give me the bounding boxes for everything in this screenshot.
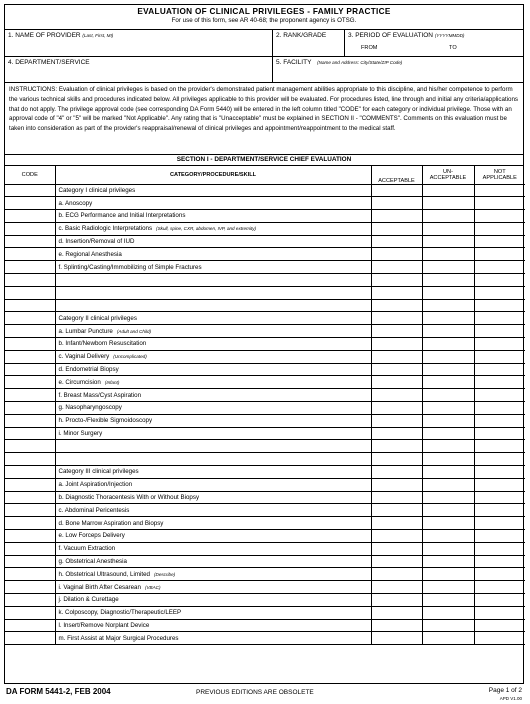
not-applicable-cell[interactable] bbox=[474, 274, 525, 287]
not-applicable-cell[interactable] bbox=[474, 504, 525, 517]
procedure-cell bbox=[55, 491, 371, 504]
page-number: Page 1 of 2 bbox=[488, 687, 522, 694]
unacceptable-cell[interactable] bbox=[422, 466, 474, 479]
not-applicable-cell[interactable] bbox=[474, 325, 525, 338]
procedure-label: k. Colposcopy, Diagnostic/Therapeutic/LEEP bbox=[58, 609, 182, 617]
acceptable-cell[interactable] bbox=[371, 210, 422, 223]
procedure-label: g. Nasopharyngoscopy bbox=[58, 404, 122, 412]
procedure-cell bbox=[55, 363, 371, 376]
code-cell[interactable] bbox=[5, 606, 55, 619]
not-applicable-cell[interactable] bbox=[474, 466, 525, 479]
acceptable-cell[interactable] bbox=[371, 312, 422, 325]
procedure-label: Category I clinical privileges bbox=[58, 186, 136, 194]
unacceptable-cell[interactable] bbox=[422, 350, 474, 363]
table-row bbox=[5, 453, 525, 466]
unacceptable-cell[interactable] bbox=[422, 389, 474, 402]
period-hint: (YYYYMMDD) bbox=[434, 33, 465, 38]
not-applicable-header: NOT APPLICABLE bbox=[474, 166, 525, 184]
procedure-label: g. Obstetrical Anesthesia bbox=[58, 558, 127, 565]
code-cell[interactable] bbox=[5, 184, 55, 197]
procedure-label: f. Breast Mass/Cyst Aspiration bbox=[58, 391, 142, 399]
code-header: CODE bbox=[5, 166, 55, 184]
acceptable-header: ACCEPTABLE bbox=[371, 166, 422, 184]
acceptable-cell[interactable] bbox=[371, 338, 422, 351]
code-cell[interactable] bbox=[5, 312, 55, 325]
acceptable-cell[interactable] bbox=[371, 478, 422, 491]
acceptable-cell[interactable] bbox=[371, 568, 422, 581]
acceptable-cell[interactable] bbox=[371, 594, 422, 607]
code-cell[interactable] bbox=[5, 414, 55, 427]
procedure-note: (Infant) bbox=[104, 379, 120, 385]
procedure-cell bbox=[55, 555, 371, 568]
procedure-cell bbox=[55, 286, 371, 299]
not-applicable-cell[interactable] bbox=[474, 440, 525, 453]
code-cell[interactable] bbox=[5, 542, 55, 555]
table-row bbox=[5, 235, 525, 248]
table-row bbox=[5, 363, 525, 376]
procedure-label: e. Regional Anesthesia bbox=[58, 250, 122, 258]
procedure-label: d. Bone Marrow Aspiration and Biopsy bbox=[58, 519, 164, 527]
header-row-2 bbox=[5, 57, 523, 83]
procedure-note: (Uncomplicated) bbox=[113, 354, 147, 360]
procedure-cell bbox=[55, 440, 371, 453]
code-cell[interactable] bbox=[5, 389, 55, 402]
not-applicable-cell[interactable] bbox=[474, 222, 525, 235]
unacceptable-cell[interactable] bbox=[422, 594, 474, 607]
unacceptable-cell[interactable] bbox=[422, 402, 474, 415]
unacceptable-cell[interactable] bbox=[422, 312, 474, 325]
not-applicable-cell[interactable] bbox=[474, 338, 525, 351]
table-row bbox=[5, 286, 525, 299]
procedure-label: h. Procto-/Flexible Sigmoidoscopy bbox=[58, 417, 153, 425]
procedure-cell bbox=[55, 248, 371, 261]
not-applicable-cell[interactable] bbox=[474, 350, 525, 363]
table-row bbox=[5, 402, 525, 415]
code-cell[interactable] bbox=[5, 338, 55, 351]
unacceptable-cell[interactable] bbox=[422, 197, 474, 210]
procedure-label: j. Dilation & Curettage bbox=[58, 596, 119, 604]
code-cell[interactable] bbox=[5, 453, 55, 466]
code-cell[interactable] bbox=[5, 581, 55, 594]
unacceptable-cell[interactable] bbox=[422, 222, 474, 235]
not-applicable-cell[interactable] bbox=[474, 184, 525, 197]
not-applicable-cell[interactable] bbox=[474, 530, 525, 543]
acceptable-cell[interactable] bbox=[371, 427, 422, 440]
category-header: CATEGORY/PROCEDURE/SKILL bbox=[55, 166, 371, 184]
acceptable-cell[interactable] bbox=[371, 184, 422, 197]
not-applicable-cell[interactable] bbox=[474, 376, 525, 389]
acceptable-cell[interactable] bbox=[371, 606, 422, 619]
provider-name-hint: (Last, First, MI) bbox=[82, 33, 114, 38]
unacceptable-cell[interactable] bbox=[422, 261, 474, 274]
not-applicable-cell[interactable] bbox=[474, 542, 525, 555]
procedure-label: h. Obstetrical Ultrasound, Limited bbox=[58, 570, 150, 578]
form-footer bbox=[6, 686, 524, 704]
table-row bbox=[5, 478, 525, 491]
acceptable-cell[interactable] bbox=[371, 197, 422, 210]
table-row bbox=[5, 210, 525, 223]
unacceptable-cell[interactable] bbox=[422, 363, 474, 376]
unacceptable-cell[interactable] bbox=[422, 414, 474, 427]
unacceptable-cell[interactable] bbox=[422, 376, 474, 389]
unacceptable-cell[interactable] bbox=[422, 184, 474, 197]
acceptable-cell[interactable] bbox=[371, 619, 422, 632]
procedure-label: e. Circumcision bbox=[58, 378, 101, 386]
not-applicable-cell[interactable] bbox=[474, 389, 525, 402]
procedure-label: d. Endometrial Biopsy bbox=[58, 366, 119, 374]
procedure-cell bbox=[55, 619, 371, 632]
table-body bbox=[5, 184, 525, 645]
table-row bbox=[5, 261, 525, 274]
procedure-cell bbox=[55, 581, 371, 594]
header-row-1 bbox=[5, 30, 523, 57]
table-row bbox=[5, 568, 525, 581]
facility-field[interactable] bbox=[273, 57, 523, 82]
procedure-label: Category II clinical privileges bbox=[58, 314, 137, 322]
code-cell[interactable] bbox=[5, 478, 55, 491]
not-applicable-cell[interactable] bbox=[474, 299, 525, 312]
acceptable-cell[interactable] bbox=[371, 504, 422, 517]
procedure-note: (Adult and Child) bbox=[116, 328, 152, 334]
rank-grade-field[interactable] bbox=[273, 30, 345, 56]
unacceptable-cell[interactable] bbox=[422, 478, 474, 491]
not-applicable-cell[interactable] bbox=[474, 555, 525, 568]
code-cell[interactable] bbox=[5, 427, 55, 440]
not-applicable-cell[interactable] bbox=[474, 453, 525, 466]
table-row bbox=[5, 581, 525, 594]
procedure-cell bbox=[55, 210, 371, 223]
acceptable-cell[interactable] bbox=[371, 350, 422, 363]
period-label: 3. PERIOD OF EVALUATION bbox=[348, 32, 433, 39]
unacceptable-cell[interactable] bbox=[422, 440, 474, 453]
procedure-label: b. ECG Performance and Initial Interpretations bbox=[58, 212, 186, 220]
acceptable-cell[interactable] bbox=[371, 235, 422, 248]
procedure-label: f. Vacuum Extraction bbox=[58, 545, 116, 553]
table-row bbox=[5, 312, 525, 325]
form-id: DA FORM 5441-2, FEB 2004 bbox=[6, 687, 111, 696]
acceptable-cell[interactable] bbox=[371, 581, 422, 594]
unacceptable-cell[interactable] bbox=[422, 542, 474, 555]
procedure-label: e. Low Forceps Delivery bbox=[58, 532, 125, 540]
code-cell[interactable] bbox=[5, 222, 55, 235]
not-applicable-cell[interactable] bbox=[474, 197, 525, 210]
procedure-label: i. Vaginal Birth After Cesarean bbox=[58, 583, 141, 591]
not-applicable-cell[interactable] bbox=[474, 619, 525, 632]
not-applicable-cell[interactable] bbox=[474, 517, 525, 530]
code-cell[interactable] bbox=[5, 555, 55, 568]
code-cell[interactable] bbox=[5, 210, 55, 223]
table-row bbox=[5, 350, 525, 363]
unacceptable-cell[interactable] bbox=[422, 427, 474, 440]
unacceptable-cell[interactable] bbox=[422, 453, 474, 466]
acceptable-cell[interactable] bbox=[371, 248, 422, 261]
acceptable-cell[interactable] bbox=[371, 363, 422, 376]
procedure-cell bbox=[55, 568, 371, 581]
unacceptable-cell[interactable] bbox=[422, 530, 474, 543]
procedure-cell bbox=[55, 427, 371, 440]
facility-label: 5. FACILITY bbox=[276, 59, 312, 66]
procedure-cell bbox=[55, 517, 371, 530]
table-row bbox=[5, 632, 525, 645]
table-row bbox=[5, 389, 525, 402]
procedure-cell bbox=[55, 325, 371, 338]
table-row bbox=[5, 197, 525, 210]
procedure-cell bbox=[55, 478, 371, 491]
procedure-label: i. Minor Surgery bbox=[58, 430, 103, 438]
procedure-label: c. Basic Radiologic Interpretations bbox=[58, 225, 153, 233]
procedure-cell bbox=[55, 299, 371, 312]
acceptable-cell[interactable] bbox=[371, 299, 422, 312]
procedure-label: c. Vaginal Delivery bbox=[58, 353, 110, 361]
code-cell[interactable] bbox=[5, 568, 55, 581]
code-cell[interactable] bbox=[5, 274, 55, 287]
not-applicable-cell[interactable] bbox=[474, 478, 525, 491]
not-applicable-cell[interactable] bbox=[474, 402, 525, 415]
procedure-cell bbox=[55, 184, 371, 197]
acceptable-cell[interactable] bbox=[371, 491, 422, 504]
procedure-cell bbox=[55, 594, 371, 607]
not-applicable-cell[interactable] bbox=[474, 491, 525, 504]
procedure-cell bbox=[55, 414, 371, 427]
acceptable-cell[interactable] bbox=[371, 632, 422, 645]
code-cell[interactable] bbox=[5, 197, 55, 210]
acceptable-cell[interactable] bbox=[371, 286, 422, 299]
unacceptable-cell[interactable] bbox=[422, 210, 474, 223]
procedure-note: (VBAC) bbox=[144, 584, 161, 590]
apd-version: APD V1.00 bbox=[499, 696, 522, 701]
form-title: EVALUATION OF CLINICAL PRIVILEGES - FAMILY PRACTICE bbox=[137, 7, 391, 16]
table-row bbox=[5, 555, 525, 568]
unacceptable-cell[interactable] bbox=[422, 286, 474, 299]
provider-name-field[interactable] bbox=[5, 30, 273, 56]
procedure-label: b. Infant/Newborn Resuscitation bbox=[58, 340, 147, 348]
not-applicable-cell[interactable] bbox=[474, 312, 525, 325]
table-row bbox=[5, 542, 525, 555]
unacceptable-cell[interactable] bbox=[422, 581, 474, 594]
evaluation-form bbox=[4, 4, 524, 684]
procedure-cell bbox=[55, 453, 371, 466]
not-applicable-cell[interactable] bbox=[474, 632, 525, 645]
table-row bbox=[5, 248, 525, 261]
instructions-text: INSTRUCTIONS: Evaluation of clinical privileges is based on the provider's demonstrated patient management abilities appropriate to this discipline, and his/her competence to perform the various technical skills and procedures indicated below. All privileges applicable to this provider will be evaluated. For procedures listed, line through and initial any criteria/applications that do not apply. The privilege approval code (see corresponding DA Form 5440) will be entered in the left column titled "CODE" for each category or individual privilege. Those with an approval code of "4" or "5" will be marked "Not Applicable". Any rating that is "Unacceptable" must be explained in SECTION II - "COMMENTS". Comments on this evaluation must be taken into consideration as part of the provider's reappraisal/renewal of clinical privileges and appointment/reappointment to the medical staff. bbox=[5, 83, 523, 155]
unacceptable-cell[interactable] bbox=[422, 606, 474, 619]
procedure-cell bbox=[55, 504, 371, 517]
not-applicable-cell[interactable] bbox=[474, 594, 525, 607]
procedure-cell bbox=[55, 312, 371, 325]
procedure-label: a. Joint Aspiration/Injection bbox=[58, 481, 133, 489]
acceptable-cell[interactable] bbox=[371, 453, 422, 466]
table-row bbox=[5, 466, 525, 479]
code-cell[interactable] bbox=[5, 632, 55, 645]
table-row bbox=[5, 376, 525, 389]
table-row bbox=[5, 274, 525, 287]
table-row bbox=[5, 299, 525, 312]
code-cell[interactable] bbox=[5, 594, 55, 607]
procedure-label: a. Anoscopy bbox=[58, 199, 93, 207]
procedure-cell bbox=[55, 402, 371, 415]
table-row bbox=[5, 491, 525, 504]
code-cell[interactable] bbox=[5, 517, 55, 530]
department-label: 4. DEPARTMENT/SERVICE bbox=[8, 59, 90, 66]
table-row bbox=[5, 517, 525, 530]
unacceptable-cell[interactable] bbox=[422, 504, 474, 517]
table-row bbox=[5, 338, 525, 351]
acceptable-cell[interactable] bbox=[371, 440, 422, 453]
table-row bbox=[5, 427, 525, 440]
not-applicable-cell[interactable] bbox=[474, 235, 525, 248]
acceptable-cell[interactable] bbox=[371, 274, 422, 287]
unacceptable-cell[interactable] bbox=[422, 248, 474, 261]
not-applicable-cell[interactable] bbox=[474, 210, 525, 223]
code-cell[interactable] bbox=[5, 376, 55, 389]
code-cell[interactable] bbox=[5, 466, 55, 479]
acceptable-cell[interactable] bbox=[371, 466, 422, 479]
not-applicable-cell[interactable] bbox=[474, 606, 525, 619]
facility-hint: (Name and Address: City/State/ZIP Code) bbox=[317, 60, 403, 65]
procedure-note: (Skull, spine, CXR, abdomen, IVP, and extremity) bbox=[156, 226, 257, 232]
procedure-cell bbox=[55, 466, 371, 479]
code-cell[interactable] bbox=[5, 299, 55, 312]
procedure-cell bbox=[55, 530, 371, 543]
unacceptable-cell[interactable] bbox=[422, 338, 474, 351]
procedure-cell bbox=[55, 261, 371, 274]
code-cell[interactable] bbox=[5, 261, 55, 274]
rank-grade-label: 2. RANK/GRADE bbox=[276, 32, 327, 39]
not-applicable-cell[interactable] bbox=[474, 286, 525, 299]
provider-name-label: 1. NAME OF PROVIDER bbox=[8, 32, 81, 39]
period-field[interactable] bbox=[345, 30, 523, 56]
not-applicable-cell[interactable] bbox=[474, 414, 525, 427]
table-row bbox=[5, 414, 525, 427]
procedure-cell bbox=[55, 222, 371, 235]
procedure-cell bbox=[55, 542, 371, 555]
procedure-cell bbox=[55, 197, 371, 210]
procedure-cell bbox=[55, 606, 371, 619]
table-row bbox=[5, 222, 525, 235]
code-cell[interactable] bbox=[5, 235, 55, 248]
unacceptable-cell[interactable] bbox=[422, 517, 474, 530]
unacceptable-cell[interactable] bbox=[422, 274, 474, 287]
acceptable-cell[interactable] bbox=[371, 376, 422, 389]
procedure-label: Category III clinical privileges bbox=[58, 468, 139, 476]
procedure-cell bbox=[55, 632, 371, 645]
not-applicable-cell[interactable] bbox=[474, 427, 525, 440]
table-header-row bbox=[5, 166, 525, 184]
code-cell[interactable] bbox=[5, 402, 55, 415]
unacceptable-cell[interactable] bbox=[422, 299, 474, 312]
unacceptable-header: UN- ACCEPTABLE bbox=[422, 166, 474, 184]
table-row bbox=[5, 530, 525, 543]
code-cell[interactable] bbox=[5, 325, 55, 338]
code-cell[interactable] bbox=[5, 491, 55, 504]
not-applicable-cell[interactable] bbox=[474, 568, 525, 581]
acceptable-cell[interactable] bbox=[371, 530, 422, 543]
unacceptable-cell[interactable] bbox=[422, 555, 474, 568]
procedure-note: (Describe) bbox=[153, 571, 176, 577]
table-row bbox=[5, 184, 525, 197]
table-row bbox=[5, 325, 525, 338]
code-cell[interactable] bbox=[5, 363, 55, 376]
procedure-label: f. Splinting/Casting/Immobilizing of Simple Fractures bbox=[58, 263, 202, 271]
not-applicable-cell[interactable] bbox=[474, 363, 525, 376]
table-row bbox=[5, 504, 525, 517]
not-applicable-cell[interactable] bbox=[474, 261, 525, 274]
procedure-cell bbox=[55, 338, 371, 351]
code-cell[interactable] bbox=[5, 619, 55, 632]
acceptable-cell[interactable] bbox=[371, 517, 422, 530]
acceptable-cell[interactable] bbox=[371, 555, 422, 568]
form-title-block bbox=[5, 5, 523, 30]
table-row bbox=[5, 606, 525, 619]
unacceptable-cell[interactable] bbox=[422, 325, 474, 338]
code-cell[interactable] bbox=[5, 530, 55, 543]
code-cell[interactable] bbox=[5, 248, 55, 261]
procedure-cell bbox=[55, 389, 371, 402]
acceptable-cell[interactable] bbox=[371, 222, 422, 235]
not-applicable-cell[interactable] bbox=[474, 581, 525, 594]
privileges-table bbox=[5, 166, 525, 645]
procedure-label: d. Insertion/Removal of IUD bbox=[58, 238, 135, 246]
code-cell[interactable] bbox=[5, 440, 55, 453]
section-title: SECTION I - DEPARTMENT/SERVICE CHIEF EVALUATION bbox=[5, 155, 523, 166]
table-row bbox=[5, 594, 525, 607]
unacceptable-cell[interactable] bbox=[422, 619, 474, 632]
not-applicable-cell[interactable] bbox=[474, 248, 525, 261]
procedure-cell bbox=[55, 235, 371, 248]
acceptable-cell[interactable] bbox=[371, 389, 422, 402]
form-subtitle: For use of this form, see AR 40-68; the proponent agency is OTSG. bbox=[171, 17, 357, 24]
previous-editions-note: PREVIOUS EDITIONS ARE OBSOLETE bbox=[196, 689, 314, 696]
acceptable-cell[interactable] bbox=[371, 402, 422, 415]
procedure-label: b. Diagnostic Thoracentesis With or Without Biopsy bbox=[58, 494, 200, 502]
period-from-label: FROM bbox=[361, 45, 378, 51]
unacceptable-cell[interactable] bbox=[422, 568, 474, 581]
code-cell[interactable] bbox=[5, 286, 55, 299]
unacceptable-cell[interactable] bbox=[422, 235, 474, 248]
table-row bbox=[5, 440, 525, 453]
code-cell[interactable] bbox=[5, 350, 55, 363]
period-to-label: TO bbox=[449, 45, 457, 51]
procedure-label: m. First Assist at Major Surgical Procedures bbox=[58, 634, 179, 642]
code-cell[interactable] bbox=[5, 504, 55, 517]
procedure-label: a. Lumbar Puncture bbox=[58, 327, 113, 335]
acceptable-cell[interactable] bbox=[371, 414, 422, 427]
acceptable-cell[interactable] bbox=[371, 325, 422, 338]
acceptable-cell[interactable] bbox=[371, 261, 422, 274]
department-field[interactable] bbox=[5, 57, 273, 82]
procedure-cell bbox=[55, 350, 371, 363]
procedure-label: l. Insert/Remove Norplant Device bbox=[58, 621, 150, 629]
table-row bbox=[5, 619, 525, 632]
unacceptable-cell[interactable] bbox=[422, 632, 474, 645]
unacceptable-cell[interactable] bbox=[422, 491, 474, 504]
acceptable-cell[interactable] bbox=[371, 542, 422, 555]
procedure-label: c. Abdominal Pericentesis bbox=[58, 506, 130, 514]
procedure-cell bbox=[55, 274, 371, 287]
procedure-cell bbox=[55, 376, 371, 389]
